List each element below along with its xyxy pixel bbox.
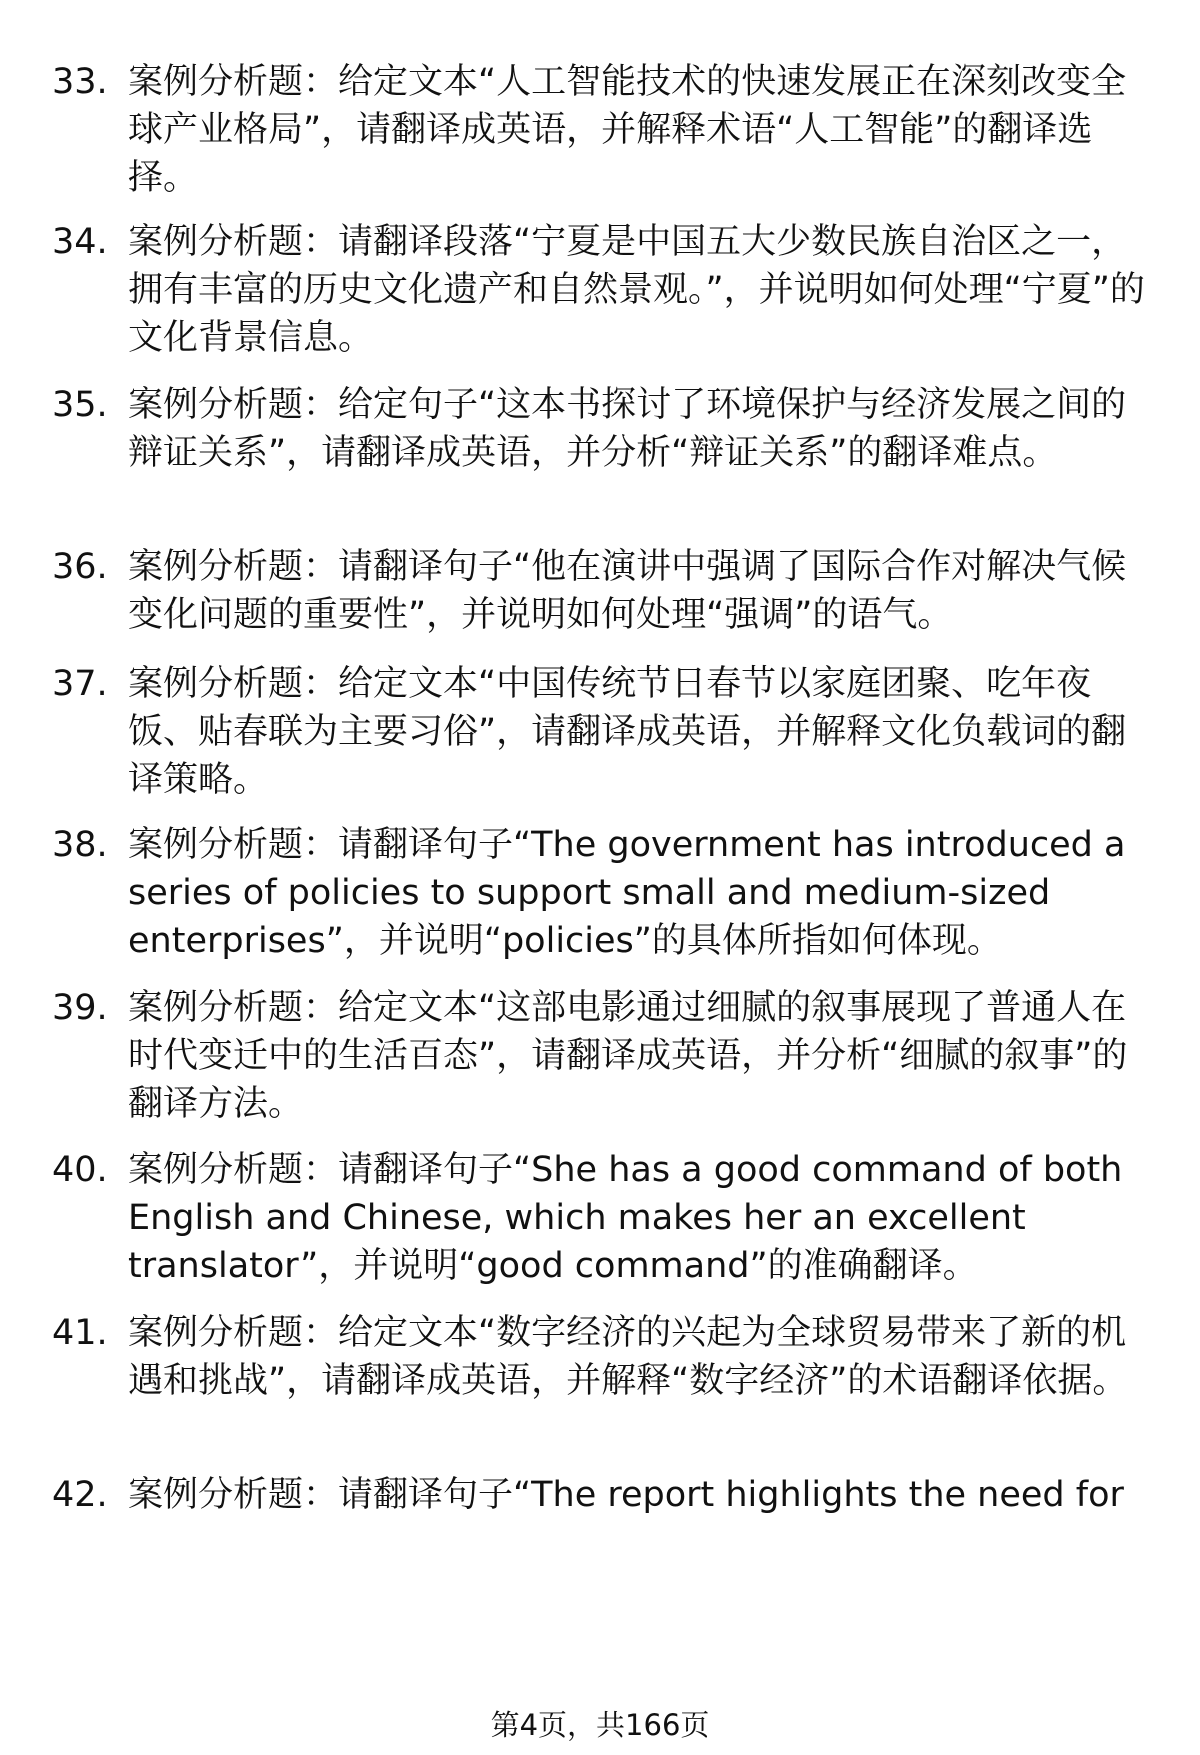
question-item <box>52 1471 1152 1519</box>
question-text: 案例分析题：给定文本“人工智能技术的快速发展正在深刻改变全球产业格局”，请翻译成英语，并解释术语“人工智能”的翻译选择。 <box>128 62 1127 198</box>
question-item <box>52 1146 1152 1309</box>
question-text: 案例分析题：请翻译句子“他在演讲中强调了国际合作对解决气候变化问题的重要性”，并说明如何处理“强调”的语气。 <box>128 547 1127 635</box>
question-text: 案例分析题：请翻译段落“宁夏是中国五大少数民族自治区之一，拥有丰富的历史文化遗产和自然景观。”，并说明如何处理“宁夏”的文化背景信息。 <box>128 222 1145 358</box>
question-number: 35. <box>52 385 108 425</box>
question-number: 34. <box>52 222 108 262</box>
question-text: 案例分析题：请翻译句子“She has a good command of both English and Chinese, which makes her an excellent translator”，并说明“good command”的准确翻译。 <box>128 1150 1123 1286</box>
question-number: 41. <box>52 1313 108 1353</box>
question-text: 案例分析题：给定文本“这部电影通过细腻的叙事展现了普通人在时代变迁中的生活百态”，请翻译成英语，并分析“细腻的叙事”的翻译方法。 <box>128 988 1128 1124</box>
question-item <box>52 218 1152 381</box>
question-text: 案例分析题：给定文本“数字经济的兴起为全球贸易带来了新的机遇和挑战”，请翻译成英语，并解释“数字经济”的术语翻译依据。 <box>128 1313 1128 1401</box>
page-footer: 第4页，共166页 <box>490 1708 710 1742</box>
question-item <box>52 58 1152 218</box>
question-item <box>52 1309 1152 1471</box>
question-number: 36. <box>52 547 108 587</box>
question-text: 案例分析题：给定句子“这本书探讨了环境保护与经济发展之间的辩证关系”，请翻译成英语，并分析“辩证关系”的翻译难点。 <box>128 385 1127 473</box>
question-number: 37. <box>52 664 108 704</box>
question-number: 39. <box>52 988 108 1028</box>
question-item <box>52 660 1152 821</box>
question-item <box>52 984 1152 1146</box>
question-number: 33. <box>52 62 108 102</box>
question-item <box>52 381 1152 543</box>
question-number: 40. <box>52 1150 108 1190</box>
question-text: 案例分析题：请翻译句子“The government has introduced a series of policies to support small and medium-sized enterprises”，并说明“policies”的具体所指如何体现。 <box>128 825 1126 961</box>
question-text: 案例分析题：给定文本“中国传统节日春节以家庭团聚、吃年夜饭、贴春联为主要习俗”，请翻译成英语，并解释文化负载词的翻译策略。 <box>128 664 1127 800</box>
question-text: 案例分析题：请翻译句子“The report highlights the need for <box>128 1475 1124 1515</box>
question-list <box>52 58 1152 1519</box>
question-number: 38. <box>52 825 108 865</box>
question-item <box>52 821 1152 984</box>
question-item <box>52 543 1152 660</box>
question-number: 42. <box>52 1475 108 1515</box>
